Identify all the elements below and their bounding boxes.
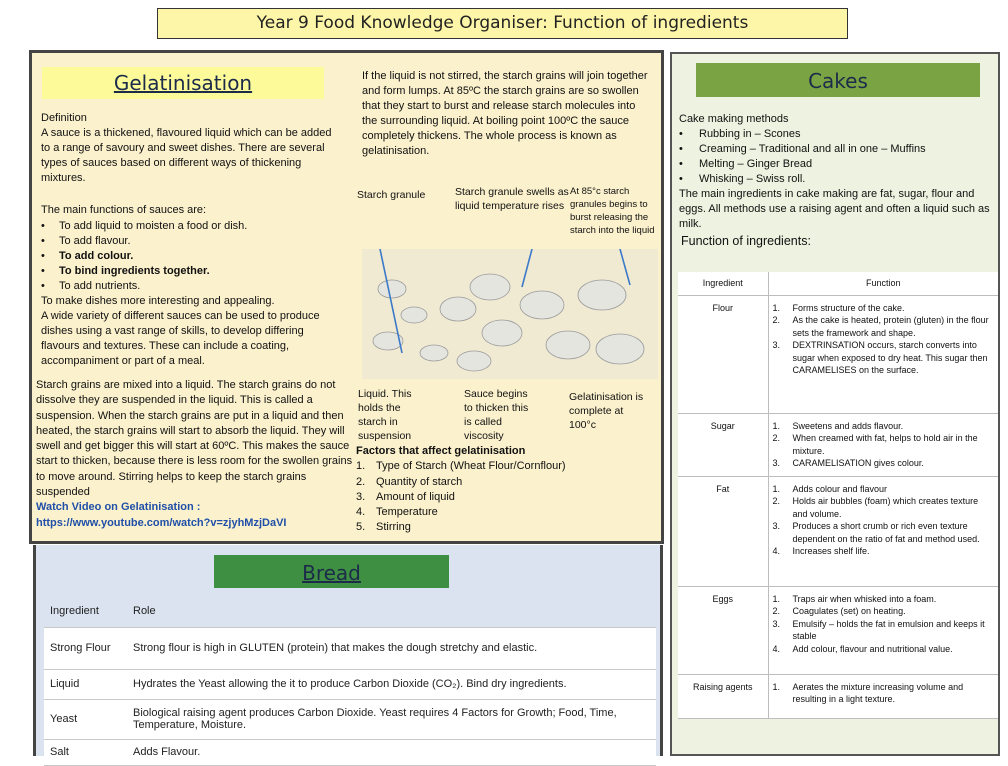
list-item: • To add liquid to moisten a food or dish. (41, 219, 341, 234)
methods-list (679, 127, 997, 187)
video-link[interactable]: https://www.youtube.com/watch?v=zjyhMzjDaVI (36, 516, 287, 529)
list-item: 3. DEXTRINSATION occurs, starch converts into sugar when exposed to dry heat. This sugar then CARAMELISES on the surface. (772, 340, 988, 375)
cakes-heading: Cakes (696, 63, 980, 97)
table-header-row (678, 272, 998, 295)
list-item: 3. Emulsify – holds the fat in emulsion and keeps it stable (772, 618, 985, 641)
caption-sauce-begins: Sauce begins to thicken this is called viscosity (464, 388, 529, 442)
factors-block (356, 444, 646, 536)
table-row (678, 413, 998, 476)
function-heading: Function of ingredients: (681, 234, 811, 248)
list-item: • To add nutrients. (41, 279, 341, 294)
definition-label: Definition (41, 112, 87, 124)
table-cell (768, 413, 998, 476)
list-item: 3. CARAMELISATION gives colour. (772, 458, 924, 468)
list-item: 1. Sweetens and adds flavour. (772, 420, 904, 431)
table-cell: Yeast (44, 699, 127, 739)
video-label: Watch Video on Gelatinisation : (36, 501, 201, 514)
variety-text: A wide variety of different sauces can be used to produce dishes using a vast range of skills, to develop differing flavours and textures. These can include a coating, accompaniment or part of a meal. (41, 310, 320, 367)
table-cell (768, 476, 998, 586)
table-cell: Raising agents (678, 674, 768, 718)
table-cell: Salt (44, 739, 127, 765)
list-item: • Melting – Ginger Bread (679, 157, 997, 172)
cake-methods-block (679, 112, 997, 232)
methods-label: Cake making methods (679, 113, 789, 125)
gelatinisation-heading: Gelatinisation (42, 67, 324, 99)
list-item: • To add flavour. (41, 234, 341, 249)
list-item: 2. As the cake is heated, protein (gluten) in the flour sets the framework and shape. (772, 315, 989, 338)
table-cell: Adds Flavour. (127, 739, 656, 765)
list-item: 1. Adds colour and flavour (772, 483, 888, 494)
caption-complete: Gelatinisation is complete at 100°c (569, 391, 644, 431)
factors-heading: Factors that affect gelatinisation (356, 445, 526, 457)
list-item: 4. Increases shelf life. (772, 546, 870, 556)
table-header-cell: Role (127, 595, 656, 627)
list-item: 4. Temperature (356, 506, 438, 519)
table-row (678, 476, 998, 586)
starch-process-text: Starch grains are mixed into a liquid. The starch grains do not dissolve they are suspended in the liquid. This is called a suspension. When the starch grains are put in a liquid and then heated, the starch grains will start to absorb the liquid. They will swell and get bigger this will start at 60ºC. This makes the sauce start to thicken, because there is less room for the swollen grains to move around. Stirring helps to keep the starch grains suspended (36, 379, 353, 499)
table-row (44, 669, 656, 699)
functions-label: The main functions of sauces are: (41, 204, 207, 216)
table-cell (768, 295, 998, 413)
list-item: 3. Amount of liquid (356, 490, 455, 503)
definition-text: A sauce is a thickened, flavoured liquid which can be added to a range of savoury and sweet dishes. There are several types of sauces based on different ways of thickening mixtures. (41, 127, 332, 184)
list-item: 5. Stirring (356, 521, 411, 534)
table-cell: Flour (678, 295, 768, 413)
list-item: • Creaming – Traditional and all in one – Muffins (679, 142, 997, 157)
gelatinisation-process-text: If the liquid is not stirred, the starch grains will join together and form lumps. At 85ºC the starch grains are so swollen that they start to burst and release starch molecules into the surrounding liquid. At boiling point 100ºC the sauce completely thickens. The whole process is known as gelatinisation. (362, 70, 648, 157)
list-item: 2. Holds air bubbles (foam) which creates texture and volume. (772, 496, 979, 519)
list-item: 1. Traps air when whisked into a foam. (772, 593, 937, 604)
table-cell: Biological raising agent produces Carbon Dioxide. Yeast requires 4 Factors for Growth; Food, Time, Temperature, Moisture. (127, 699, 656, 739)
bread-table (44, 595, 656, 766)
sauce-functions-block (41, 203, 341, 369)
table-header-cell: Ingredient (44, 595, 127, 627)
caption-liquid: Liquid. This holds the starch in suspension (358, 388, 412, 442)
list-item: • Rubbing in – Scones (679, 127, 997, 142)
table-header-row (44, 595, 656, 627)
bread-panel (33, 545, 663, 756)
table-cell: Hydrates the Yeast allowing the it to produce Carbon Dioxide (CO₂). Bind dry ingredients. (127, 669, 656, 699)
caption-at-85: At 85°c starch granules begins to burst releasing the starch into the liquid (570, 186, 655, 236)
list-item: 1. Forms structure of the cake. (772, 302, 905, 313)
caption-granule-swells: Starch granule swells as liquid temperature rises (455, 186, 569, 212)
table-cell (768, 674, 998, 718)
cake-function-table (678, 272, 998, 719)
table-cell: Eggs (678, 586, 768, 674)
list-item: 3. Produces a short crumb or rich even texture dependent on the ratio of fat and method used. (772, 521, 980, 544)
table-row (44, 627, 656, 669)
factors-list (356, 459, 646, 535)
caption-starch-granule: Starch granule (357, 189, 426, 201)
table-cell: Strong Flour (44, 627, 127, 669)
list-item: 4. Add colour, flavour and nutritional value. (772, 643, 953, 654)
table-cell (768, 586, 998, 674)
table-row (678, 295, 998, 413)
table-header-cell: Ingredient (678, 272, 768, 295)
table-row (678, 586, 998, 674)
table-row (44, 699, 656, 739)
list-item: 1. Aerates the mixture increasing volume and resulting in a light texture. (772, 681, 964, 704)
table-cell: Liquid (44, 669, 127, 699)
list-item: 2. When creamed with fat, helps to hold air in the mixture. (772, 433, 978, 456)
table-cell: Sugar (678, 413, 768, 476)
table-cell: Fat (678, 476, 768, 586)
page-title: Year 9 Food Knowledge Organiser: Function of ingredients (157, 8, 848, 39)
definition-block (41, 111, 341, 186)
starch-process-block (36, 378, 358, 531)
list-item: • To bind ingredients together. (41, 264, 341, 279)
cakes-panel (670, 52, 1000, 756)
list-item: 2. Quantity of starch (356, 475, 463, 488)
list-item: • To add colour. (41, 249, 341, 264)
table-row (44, 739, 656, 765)
table-header-cell: Function (768, 272, 998, 295)
list-item: 1. Type of Starch (Wheat Flour/Cornflour) (356, 460, 566, 473)
functions-list (41, 219, 341, 294)
bread-heading: Bread (214, 555, 449, 588)
list-item: 2. Coagulates (set) on heating. (772, 606, 906, 616)
starch-granule-diagram (362, 249, 658, 379)
functions-extra: To make dishes more interesting and appealing. (41, 295, 275, 307)
list-item: • Whisking – Swiss roll. (679, 172, 997, 187)
table-cell: Strong flour is high in GLUTEN (protein) that makes the dough stretchy and elastic. (127, 627, 656, 669)
main-ingredients-text: The main ingredients in cake making are fat, sugar, flour and eggs. All methods use a raising agent and often a liquid such as milk. (679, 188, 990, 230)
gelatinisation-panel (29, 50, 664, 544)
table-row (678, 674, 998, 718)
